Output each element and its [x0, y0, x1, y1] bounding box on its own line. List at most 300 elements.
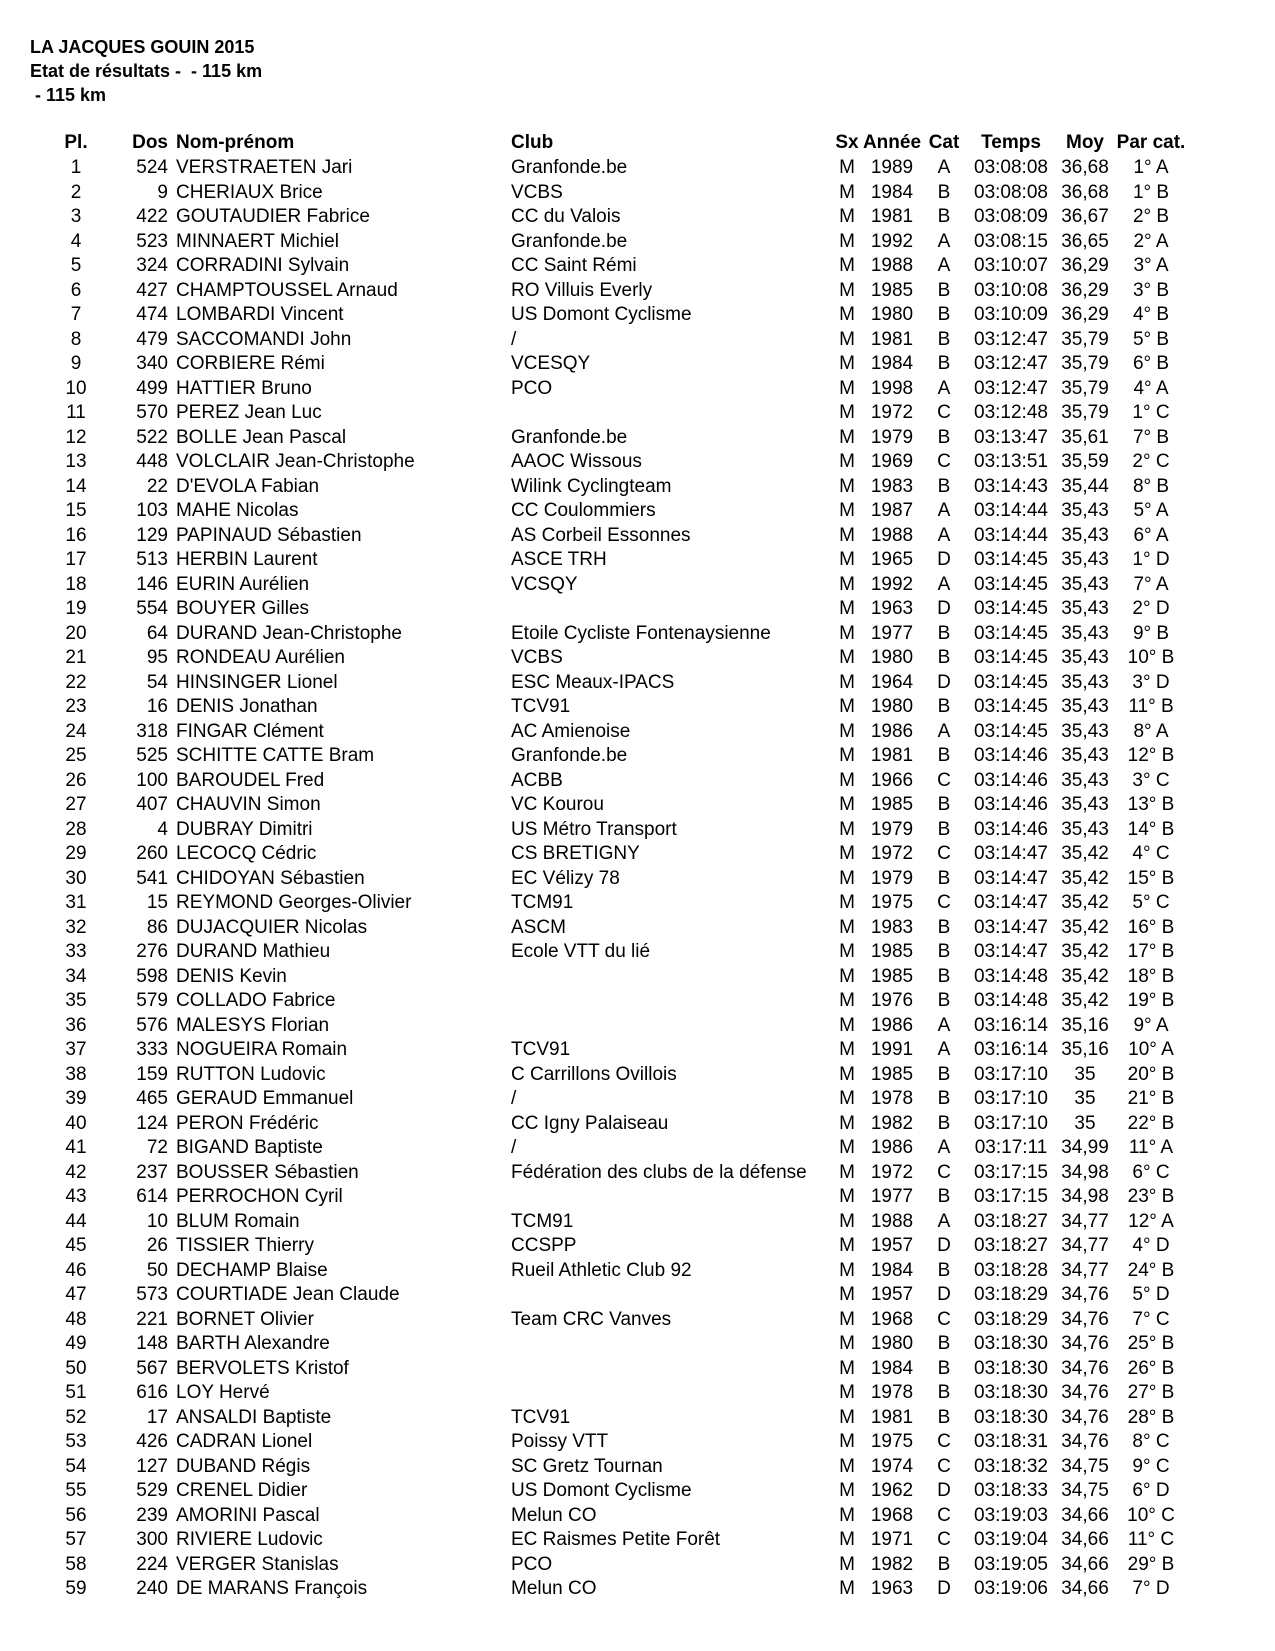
cell-place: 36 — [65, 1014, 87, 1036]
cell-name: CORBIERE Rémi — [176, 353, 325, 375]
cell-club: CC Igny Palaiseau — [511, 1112, 669, 1134]
cell-name: BARTH Alexandre — [176, 1333, 330, 1355]
cell-average: 35,79 — [1061, 328, 1109, 350]
cell-category: B — [937, 353, 951, 375]
cell-bib: 9 — [157, 181, 168, 203]
cell-time: 03:18:27 — [974, 1235, 1048, 1257]
table-row — [50, 769, 1189, 794]
cell-average: 35,79 — [1061, 402, 1109, 424]
cell-name: VOLCLAIR Jean-Christophe — [176, 451, 415, 473]
cell-category: B — [937, 181, 951, 203]
cell-year: 1984 — [870, 353, 914, 375]
cell-name: CHERIAUX Brice — [176, 181, 323, 203]
cell-place: 33 — [65, 941, 87, 963]
cell-time: 03:14:47 — [974, 916, 1048, 938]
cell-bib: 103 — [136, 500, 168, 522]
cell-place: 51 — [65, 1382, 87, 1404]
cell-category-rank: 2° D — [1132, 598, 1170, 620]
page-subtitle: Etat de résultats - - 115 km — [30, 61, 263, 81]
table-row — [50, 377, 1189, 402]
cell-time: 03:08:08 — [974, 157, 1048, 179]
cell-sex: M — [839, 916, 855, 938]
cell-category-rank: 3° C — [1132, 769, 1170, 791]
cell-category-rank: 9° A — [1133, 1014, 1169, 1036]
table-row — [50, 1504, 1189, 1529]
cell-year: 1985 — [870, 941, 914, 963]
cell-name: MINNAERT Michiel — [176, 230, 339, 252]
cell-average: 35,43 — [1061, 745, 1109, 767]
cell-place: 32 — [65, 916, 87, 938]
cell-name: BERVOLETS Kristof — [176, 1357, 349, 1379]
cell-time: 03:13:51 — [974, 451, 1048, 473]
cell-time: 03:14:46 — [974, 794, 1048, 816]
cell-time: 03:19:03 — [974, 1504, 1048, 1526]
table-row — [50, 1087, 1189, 1112]
cell-name: MALESYS Florian — [176, 1014, 330, 1036]
cell-place: 1 — [70, 157, 82, 179]
cell-place: 29 — [65, 843, 87, 865]
table-row — [50, 1357, 1189, 1382]
cell-category: B — [937, 818, 951, 840]
cell-name: COLLADO Fabrice — [176, 990, 336, 1012]
cell-club: CC Coulommiers — [511, 500, 656, 522]
table-row — [50, 1455, 1189, 1480]
cell-time: 03:14:45 — [974, 647, 1048, 669]
cell-bib: 422 — [136, 206, 168, 228]
table-row — [50, 426, 1189, 451]
cell-average: 36,68 — [1061, 181, 1109, 203]
cell-category-rank: 8° A — [1133, 720, 1169, 742]
cell-year: 1980 — [870, 647, 914, 669]
cell-category: C — [937, 451, 951, 473]
cell-place: 44 — [65, 1210, 87, 1232]
cell-place: 53 — [65, 1431, 87, 1453]
cell-average: 35,43 — [1061, 573, 1109, 595]
cell-year: 1985 — [870, 965, 914, 987]
cell-time: 03:17:10 — [974, 1112, 1048, 1134]
cell-category: C — [937, 1455, 951, 1477]
cell-sex: M — [839, 475, 855, 497]
table-row — [50, 671, 1189, 696]
cell-bib: 479 — [136, 328, 168, 350]
cell-sex: M — [839, 1529, 855, 1551]
cell-average: 35,61 — [1061, 426, 1109, 448]
cell-club: EC Raismes Petite Forêt — [511, 1529, 721, 1551]
cell-place: 13 — [65, 451, 87, 473]
cell-club — [511, 1283, 833, 1308]
cell-name: SCHITTE CATTE Bram — [176, 745, 375, 767]
cell-sex: M — [839, 1063, 855, 1085]
cell-club: ESC Meaux-IPACS — [511, 671, 675, 693]
cell-name: CHAMPTOUSSEL Arnaud — [176, 279, 398, 301]
cell-bib: 523 — [136, 230, 168, 252]
cell-name: GOUTAUDIER Fabrice — [176, 206, 370, 228]
results-table — [50, 130, 1189, 1602]
cell-category: B — [937, 1553, 951, 1575]
cell-category: D — [937, 598, 951, 620]
cell-club: TCM91 — [511, 892, 574, 914]
table-row — [50, 965, 1189, 990]
cell-year: 1976 — [870, 990, 914, 1012]
cell-sex: M — [839, 1578, 855, 1600]
cell-sex: M — [839, 255, 855, 277]
cell-sex: M — [839, 990, 855, 1012]
cell-place: 27 — [65, 794, 87, 816]
cell-category: B — [937, 1333, 951, 1355]
results-body — [50, 156, 1189, 1602]
cell-time: 03:18:29 — [974, 1308, 1048, 1330]
cell-name: BOLLE Jean Pascal — [176, 426, 347, 448]
cell-club — [511, 1381, 833, 1406]
cell-year: 1985 — [870, 1063, 914, 1085]
cell-average: 34,76 — [1061, 1308, 1109, 1330]
table-row — [50, 254, 1189, 279]
table-row — [50, 1112, 1189, 1137]
cell-category: A — [937, 573, 951, 595]
table-row — [50, 1234, 1189, 1259]
cell-name: BIGAND Baptiste — [176, 1137, 323, 1159]
cell-bib: 15 — [146, 892, 168, 914]
cell-bib: 541 — [136, 867, 168, 889]
cell-name: HATTIER Bruno — [176, 377, 312, 399]
cell-bib: 146 — [136, 573, 168, 595]
cell-year: 1982 — [870, 1553, 914, 1575]
cell-place: 3 — [70, 206, 82, 228]
cell-category: C — [937, 1529, 951, 1551]
cell-place: 23 — [65, 696, 87, 718]
cell-category-rank: 10° A — [1128, 1039, 1174, 1061]
cell-club: Melun CO — [511, 1504, 597, 1526]
cell-bib: 224 — [136, 1553, 168, 1575]
cell-place: 48 — [65, 1308, 87, 1330]
cell-sex: M — [839, 181, 855, 203]
cell-category: B — [937, 1382, 951, 1404]
cell-name: DE MARANS François — [176, 1578, 368, 1600]
cell-bib: 124 — [136, 1112, 168, 1134]
cell-time: 03:14:44 — [974, 500, 1048, 522]
cell-average: 34,66 — [1061, 1553, 1109, 1575]
cell-category: C — [937, 1431, 951, 1453]
cell-place: 19 — [65, 598, 87, 620]
cell-year: 1987 — [870, 500, 914, 522]
cell-category: B — [937, 916, 951, 938]
cell-place: 24 — [65, 720, 87, 742]
cell-sex: M — [839, 353, 855, 375]
cell-bib: 340 — [136, 353, 168, 375]
cell-bib: 237 — [136, 1161, 168, 1183]
cell-average: 35,43 — [1061, 671, 1109, 693]
cell-time: 03:08:15 — [974, 230, 1048, 252]
cell-place: 2 — [70, 181, 82, 203]
cell-name: LECOCQ Cédric — [176, 843, 317, 865]
cell-sex: M — [839, 1480, 855, 1502]
cell-name: EURIN Aurélien — [176, 573, 310, 595]
cell-bib: 239 — [136, 1504, 168, 1526]
cell-time: 03:17:10 — [974, 1063, 1048, 1085]
cell-average: 34,75 — [1061, 1480, 1109, 1502]
cell-time: 03:14:46 — [974, 769, 1048, 791]
cell-year: 1979 — [870, 818, 914, 840]
cell-name: TISSIER Thierry — [176, 1235, 314, 1257]
cell-year: 1986 — [870, 1137, 914, 1159]
cell-time: 03:14:43 — [974, 475, 1048, 497]
table-row — [50, 230, 1189, 255]
cell-average: 35,43 — [1061, 794, 1109, 816]
cell-average: 34,76 — [1061, 1431, 1109, 1453]
cell-category-rank: 3° A — [1133, 255, 1169, 277]
cell-sex: M — [839, 1259, 855, 1281]
table-row — [50, 1430, 1189, 1455]
cell-bib: 10 — [146, 1210, 168, 1232]
cell-time: 03:17:15 — [974, 1186, 1048, 1208]
cell-average: 35,43 — [1061, 622, 1109, 644]
table-header-row — [50, 130, 1189, 156]
cell-time: 03:14:45 — [974, 598, 1048, 620]
cell-average: 35,42 — [1061, 892, 1109, 914]
cell-time: 03:14:47 — [974, 843, 1048, 865]
cell-category-rank: 1° B — [1132, 181, 1170, 203]
cell-category: B — [937, 304, 951, 326]
cell-sex: M — [839, 1333, 855, 1355]
cell-time: 03:18:32 — [974, 1455, 1048, 1477]
cell-sex: M — [839, 745, 855, 767]
cell-time: 03:18:28 — [974, 1259, 1048, 1281]
cell-sex: M — [839, 206, 855, 228]
cell-average: 35,43 — [1061, 500, 1109, 522]
cell-sex: M — [839, 1235, 855, 1257]
cell-time: 03:14:46 — [974, 745, 1048, 767]
cell-club: Poissy VTT — [511, 1431, 609, 1453]
cell-club: Melun CO — [511, 1578, 597, 1600]
cell-time: 03:08:08 — [974, 181, 1048, 203]
cell-place: 28 — [65, 818, 87, 840]
cell-bib: 579 — [136, 990, 168, 1012]
cell-sex: M — [839, 1186, 855, 1208]
cell-bib: 522 — [136, 426, 168, 448]
cell-place: 4 — [70, 230, 82, 252]
cell-place: 45 — [65, 1235, 87, 1257]
cell-name: BORNET Olivier — [176, 1308, 314, 1330]
cell-bib: 567 — [136, 1357, 168, 1379]
cell-sex: M — [839, 941, 855, 963]
cell-name: BAROUDEL Fred — [176, 769, 325, 791]
cell-name: DUBAND Régis — [176, 1455, 311, 1477]
cell-year: 1983 — [870, 475, 914, 497]
cell-time: 03:17:15 — [974, 1161, 1048, 1183]
cell-bib: 148 — [136, 1333, 168, 1355]
cell-category-rank: 12° B — [1127, 745, 1175, 767]
cell-time: 03:18:27 — [974, 1210, 1048, 1232]
table-row — [50, 1479, 1189, 1504]
cell-year: 1983 — [870, 916, 914, 938]
cell-sex: M — [839, 157, 855, 179]
cell-sex: M — [839, 1112, 855, 1134]
cell-average: 35,42 — [1061, 843, 1109, 865]
table-row — [50, 622, 1189, 647]
table-row — [50, 328, 1189, 353]
cell-time: 03:18:30 — [974, 1406, 1048, 1428]
cell-category-rank: 11° C — [1127, 1529, 1175, 1551]
table-row — [50, 156, 1189, 181]
cell-club: VCBS — [511, 647, 563, 669]
cell-category: A — [937, 255, 951, 277]
cell-category: B — [937, 1088, 951, 1110]
cell-sex: M — [839, 720, 855, 742]
table-row — [50, 646, 1189, 671]
cell-name: CHAUVIN Simon — [176, 794, 321, 816]
cell-place: 12 — [65, 426, 87, 448]
cell-category: B — [937, 279, 951, 301]
cell-category: B — [937, 794, 951, 816]
cell-year: 1988 — [870, 255, 914, 277]
cell-bib: 524 — [136, 157, 168, 179]
cell-category: B — [937, 1357, 951, 1379]
column-header-year: Année — [862, 132, 922, 153]
cell-sex: M — [839, 1210, 855, 1232]
column-header-bib: Dos — [132, 132, 168, 153]
cell-average: 35,43 — [1061, 549, 1109, 571]
cell-category: D — [937, 1284, 951, 1306]
cell-club: ASCE TRH — [511, 549, 607, 571]
cell-place: 39 — [65, 1088, 87, 1110]
cell-sex: M — [839, 573, 855, 595]
cell-year: 1972 — [870, 402, 914, 424]
cell-category-rank: 1° C — [1132, 402, 1170, 424]
cell-category: A — [937, 500, 951, 522]
cell-category-rank: 20° B — [1127, 1063, 1175, 1085]
cell-category-rank: 11° B — [1128, 696, 1174, 718]
cell-time: 03:19:05 — [974, 1553, 1048, 1575]
cell-year: 1969 — [870, 451, 914, 473]
cell-category: B — [937, 941, 951, 963]
table-row — [50, 1308, 1189, 1333]
cell-bib: 324 — [136, 255, 168, 277]
cell-time: 03:14:45 — [974, 720, 1048, 742]
cell-sex: M — [839, 1308, 855, 1330]
cell-category-rank: 8° C — [1132, 1431, 1170, 1453]
cell-place: 18 — [65, 573, 87, 595]
cell-category: B — [937, 475, 951, 497]
cell-bib: 465 — [136, 1088, 168, 1110]
cell-bib: 554 — [136, 598, 168, 620]
cell-year: 1980 — [870, 1333, 914, 1355]
cell-category-rank: 13° B — [1127, 794, 1175, 816]
cell-category-rank: 19° B — [1127, 990, 1175, 1012]
cell-average: 35,59 — [1061, 451, 1109, 473]
cell-sex: M — [839, 1431, 855, 1453]
cell-name: ANSALDI Baptiste — [176, 1406, 332, 1428]
cell-year: 1974 — [870, 1455, 914, 1477]
cell-year: 1968 — [870, 1308, 914, 1330]
cell-time: 03:12:47 — [974, 353, 1048, 375]
cell-year: 1957 — [870, 1235, 914, 1257]
cell-club: ACBB — [511, 769, 563, 791]
table-row — [50, 1381, 1189, 1406]
cell-category-rank: 5° B — [1132, 328, 1170, 350]
table-row — [50, 1161, 1189, 1186]
cell-sex: M — [839, 843, 855, 865]
cell-place: 58 — [65, 1553, 87, 1575]
cell-category-rank: 17° B — [1127, 941, 1175, 963]
cell-average: 35,43 — [1061, 696, 1109, 718]
cell-club: VCESQY — [511, 353, 591, 375]
cell-year: 1968 — [870, 1504, 914, 1526]
column-header-category-rank: Par cat. — [1116, 132, 1186, 153]
cell-name: DUBRAY Dimitri — [176, 818, 313, 840]
table-row — [50, 744, 1189, 769]
cell-category: D — [937, 549, 951, 571]
cell-category-rank: 7° A — [1133, 573, 1169, 595]
cell-category-rank: 11° A — [1128, 1137, 1174, 1159]
cell-year: 1980 — [870, 304, 914, 326]
cell-category: A — [937, 524, 951, 546]
cell-time: 03:17:11 — [974, 1137, 1048, 1159]
cell-sex: M — [839, 867, 855, 889]
cell-category-rank: 1° D — [1132, 549, 1170, 571]
cell-club: Granfonde.be — [511, 230, 628, 252]
cell-average: 34,77 — [1061, 1259, 1109, 1281]
cell-category-rank: 24° B — [1127, 1259, 1175, 1281]
table-row — [50, 597, 1189, 622]
cell-place: 50 — [65, 1357, 87, 1379]
cell-category: B — [937, 696, 951, 718]
cell-year: 1985 — [870, 279, 914, 301]
cell-year: 1982 — [870, 1112, 914, 1134]
cell-sex: M — [839, 1553, 855, 1575]
cell-year: 1998 — [870, 377, 914, 399]
cell-category-rank: 5° D — [1132, 1284, 1170, 1306]
cell-average: 36,65 — [1061, 230, 1109, 252]
cell-name: CORRADINI Sylvain — [176, 255, 350, 277]
column-header-place: Pl. — [64, 132, 88, 153]
cell-club: EC Vélizy 78 — [511, 867, 620, 889]
cell-bib: 95 — [146, 647, 168, 669]
cell-place: 8 — [70, 328, 82, 350]
cell-name: VERSTRAETEN Jari — [176, 157, 353, 179]
cell-time: 03:10:08 — [974, 279, 1048, 301]
cell-average: 35,16 — [1061, 1014, 1109, 1036]
cell-average: 35,42 — [1061, 965, 1109, 987]
cell-club: AAOC Wissous — [511, 451, 642, 473]
table-row — [50, 450, 1189, 475]
cell-bib: 4 — [157, 818, 168, 840]
cell-sex: M — [839, 1039, 855, 1061]
cell-category-rank: 7° C — [1132, 1308, 1170, 1330]
cell-club: / — [511, 328, 517, 350]
column-header-average: Moy — [1066, 132, 1104, 153]
table-row — [50, 401, 1189, 426]
cell-average: 35,42 — [1061, 990, 1109, 1012]
cell-sex: M — [839, 402, 855, 424]
cell-place: 46 — [65, 1259, 87, 1281]
table-row — [50, 205, 1189, 230]
cell-time: 03:08:09 — [974, 206, 1048, 228]
cell-bib: 86 — [146, 916, 168, 938]
cell-year: 1992 — [870, 573, 914, 595]
cell-club — [511, 401, 833, 426]
cell-bib: 240 — [136, 1578, 168, 1600]
cell-bib: 570 — [136, 402, 168, 424]
cell-bib: 576 — [136, 1014, 168, 1036]
column-header-club: Club — [511, 132, 554, 153]
cell-sex: M — [839, 1088, 855, 1110]
cell-category: C — [937, 1161, 951, 1183]
cell-category-rank: 16° B — [1127, 916, 1175, 938]
cell-name: HINSINGER Lionel — [176, 671, 338, 693]
cell-average: 35,42 — [1061, 941, 1109, 963]
cell-average: 34,98 — [1061, 1161, 1109, 1183]
cell-average: 34,76 — [1061, 1406, 1109, 1428]
